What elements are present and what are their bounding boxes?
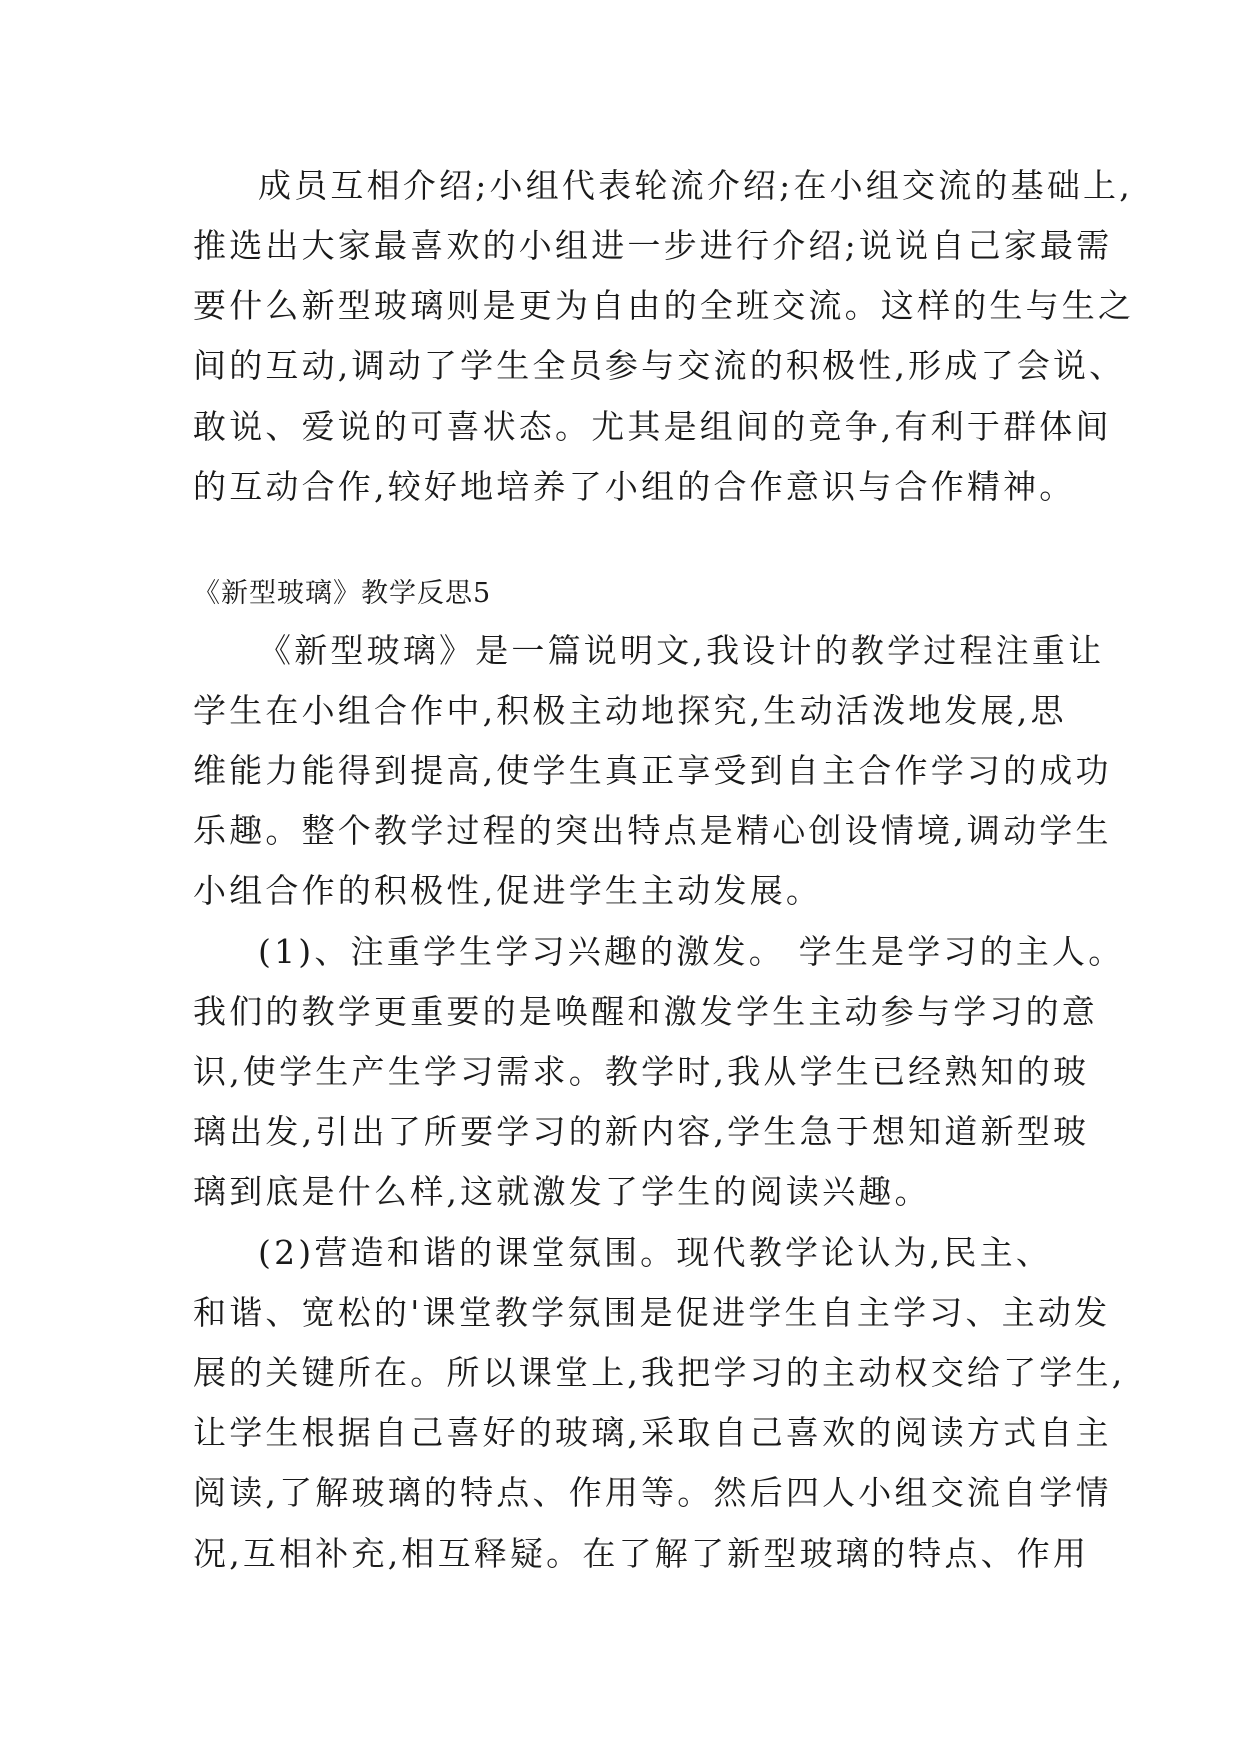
text-line: 璃到底是什么样,这就激发了学生的阅读兴趣。 bbox=[193, 1172, 931, 1211]
text-line: 间的互动,调动了学生全员参与交流的积极性,形成了会说、 bbox=[193, 346, 1126, 385]
text-line: 的互动合作,较好地培养了小组的合作意识与合作精神。 bbox=[193, 467, 1076, 506]
text-line: (2)营造和谐的课堂氛围。现代教学论认为,民主、 bbox=[258, 1233, 1053, 1272]
text-line: 学生在小组合作中,积极主动地探究,生动活泼地发展,思 bbox=[193, 691, 1067, 730]
text-line: 我们的教学更重要的是唤醒和激发学生主动参与学习的意 bbox=[193, 992, 1098, 1031]
text-line: 要什么新型玻璃则是更为自由的全班交流。这样的生与生之 bbox=[193, 286, 1135, 325]
text-line: 《新型玻璃》是一篇说明文,我设计的教学过程注重让 bbox=[258, 631, 1105, 670]
text-line: 乐趣。整个教学过程的突出特点是精心创设情境,调动学生 bbox=[193, 811, 1112, 850]
text-line: 小组合作的积极性,促进学生主动发展。 bbox=[193, 871, 823, 910]
text-line: (1)、注重学生学习兴趣的激发。 学生是学习的主人。 bbox=[258, 932, 1125, 971]
text-line: 敢说、爱说的可喜状态。尤其是组间的竞争,有利于群体间 bbox=[193, 407, 1112, 446]
text-line: 况,互相补充,相互释疑。在了解了新型玻璃的特点、作用 bbox=[193, 1534, 1090, 1573]
text-line: 识,使学生产生学习需求。教学时,我从学生已经熟知的玻 bbox=[193, 1052, 1090, 1091]
text-line: 璃出发,引出了所要学习的新内容,学生急于想知道新型玻 bbox=[193, 1112, 1090, 1151]
text-line: 成员互相介绍;小组代表轮流介绍;在小组交流的基础上, bbox=[258, 166, 1133, 205]
text-line: 阅读,了解玻璃的特点、作用等。然后四人小组交流自学情 bbox=[193, 1473, 1112, 1512]
section-title: 《新型玻璃》教学反思5 bbox=[193, 578, 492, 609]
text-line: 展的关键所在。所以课堂上,我把学习的主动权交给了学生, bbox=[193, 1353, 1126, 1392]
text-line: 推选出大家最喜欢的小组进一步进行介绍;说说自己家最需 bbox=[193, 226, 1113, 265]
text-line: 和谐、宽松的'课堂教学氛围是促进学生自主学习、主动发 bbox=[193, 1293, 1111, 1332]
text-line: 让学生根据自己喜好的玻璃,采取自己喜欢的阅读方式自主 bbox=[193, 1413, 1112, 1452]
text-line: 维能力能得到提高,使学生真正享受到自主合作学习的成功 bbox=[193, 751, 1112, 790]
